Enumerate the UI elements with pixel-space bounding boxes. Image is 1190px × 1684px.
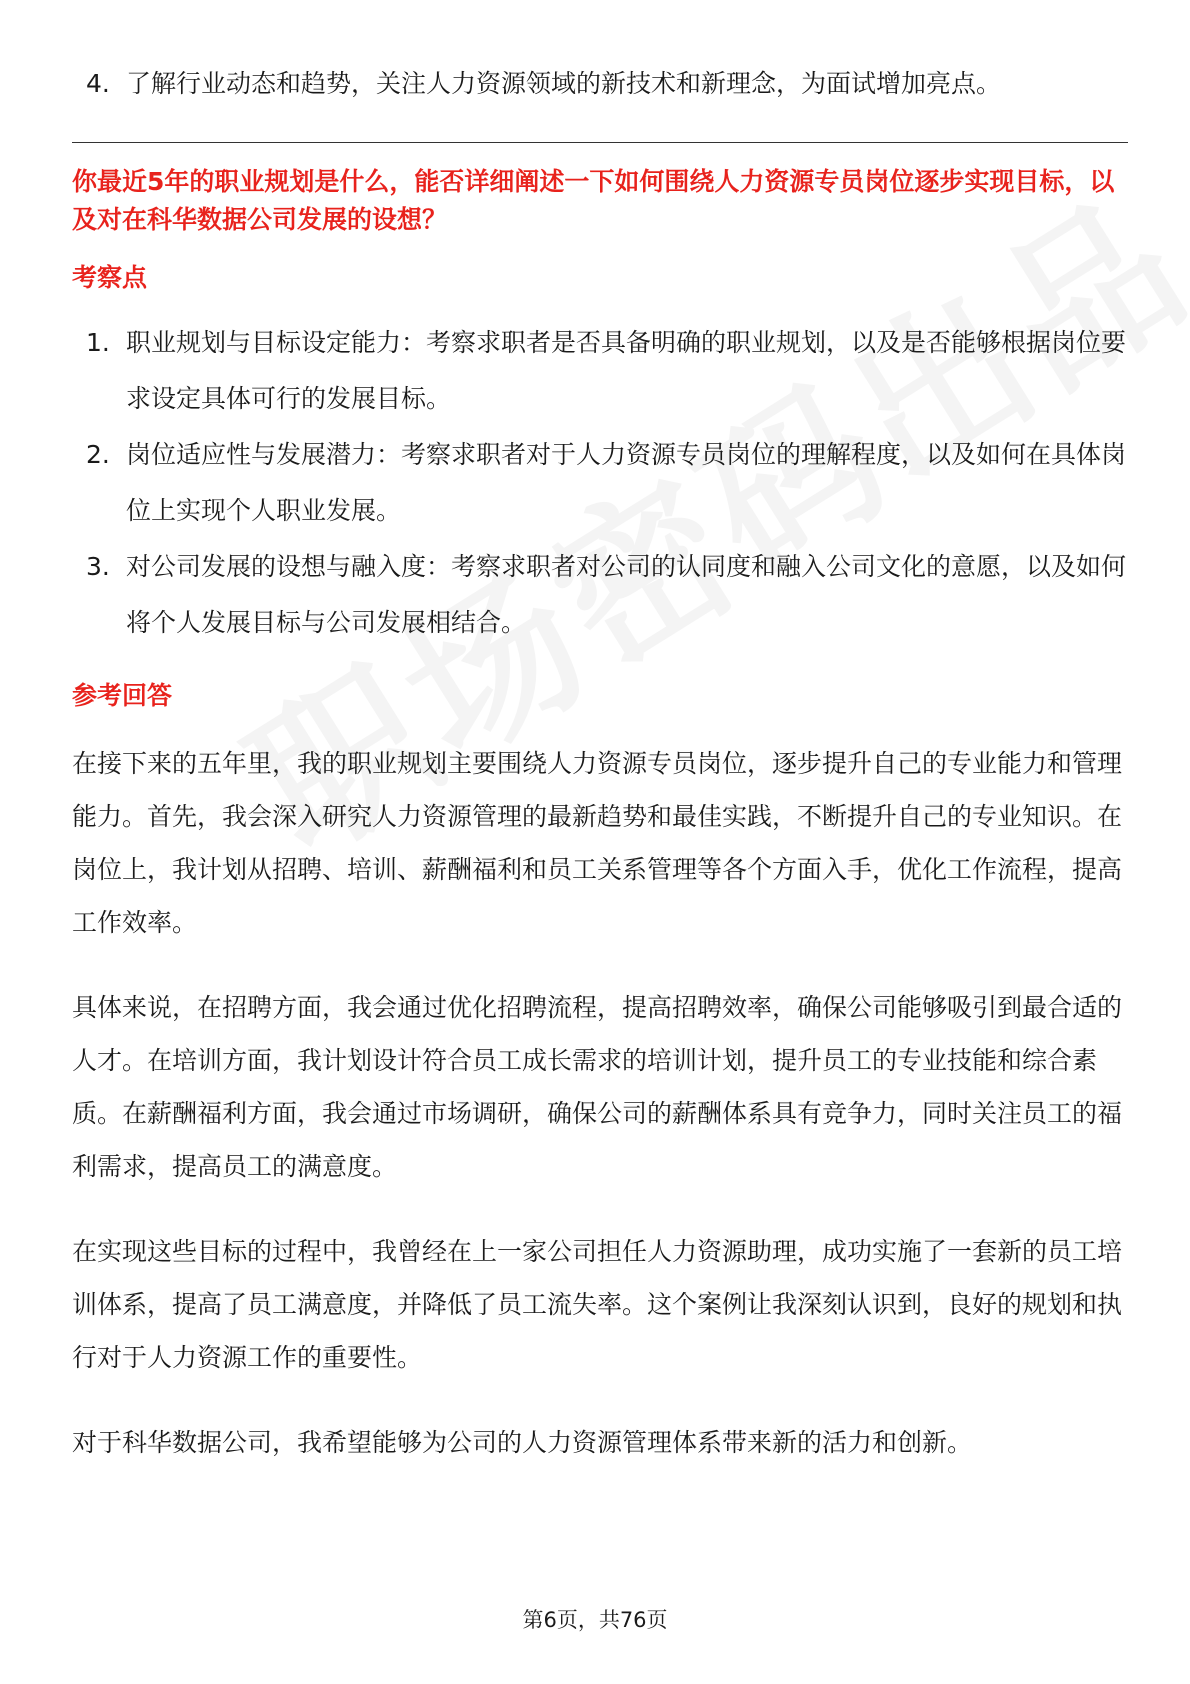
- list-item-text: 对公司发展的设想与融入度：考察求职者对公司的认同度和融入公司文化的意愿，以及如何将个人发展目标与公司发展相结合。: [126, 552, 1127, 637]
- page-content: [72, 56, 1128, 1469]
- list-item-number: 3.: [86, 552, 110, 581]
- answer-paragraph: 对于科华数据公司，我希望能够为公司的人力资源管理体系带来新的活力和创新。: [72, 1428, 973, 1457]
- list-item-number: 4.: [86, 69, 110, 98]
- answer-paragraph: 在接下来的五年里，我的职业规划主要围绕人力资源专员岗位，逐步提升自己的专业能力和管理能力。首先，我会深入研究人力资源管理的最新趋势和最佳实践，不断提升自己的专业知识。在岗位上，我计划从招聘、培训、薪酬福利和员工关系管理等各个方面入手，优化工作流程，提高工作效率。: [72, 749, 1123, 937]
- page-number: 第6页，共76页: [522, 1608, 668, 1632]
- list-item: [72, 56, 1128, 112]
- list-item-text: 职业规划与目标设定能力：考察求职者是否具备明确的职业规划，以及是否能够根据岗位要求设定具体可行的发展目标。: [126, 328, 1127, 413]
- top-list: [72, 56, 1128, 112]
- list-item: [72, 539, 1128, 651]
- focus-heading: 考察点: [72, 263, 148, 292]
- focus-list: [72, 315, 1128, 651]
- list-item-text: 了解行业动态和趋势，关注人力资源领域的新技术和新理念，为面试增加亮点。: [126, 69, 1002, 98]
- list-item: [72, 427, 1128, 539]
- question-title: 你最近5年的职业规划是什么，能否详细阐述一下如何围绕人力资源专员岗位逐步实现目标，以及对在科华数据公司发展的设想？: [72, 167, 1115, 234]
- section-divider: [72, 142, 1128, 143]
- answer-paragraph: 在实现这些目标的过程中，我曾经在上一家公司担任人力资源助理，成功实施了一套新的员工培训体系，提高了员工满意度，并降低了员工流失率。这个案例让我深刻认识到，良好的规划和执行对于人力资源工作的重要性。: [72, 1237, 1123, 1372]
- list-item-text: 岗位适应性与发展潜力：考察求职者对于人力资源专员岗位的理解程度，以及如何在具体岗位上实现个人职业发展。: [126, 440, 1127, 525]
- list-item: [72, 315, 1128, 427]
- answer-paragraph: 具体来说，在招聘方面，我会通过优化招聘流程，提高招聘效率，确保公司能够吸引到最合适的人才。在培训方面，我计划设计符合员工成长需求的培训计划，提升员工的专业技能和综合素质。在薪酬福利方面，我会通过市场调研，确保公司的薪酬体系具有竞争力，同时关注员工的福利需求，提高员工的满意度。: [72, 993, 1123, 1181]
- list-item-number: 1.: [86, 328, 110, 357]
- answer-heading: 参考回答: [72, 681, 173, 710]
- list-item-number: 2.: [86, 440, 110, 469]
